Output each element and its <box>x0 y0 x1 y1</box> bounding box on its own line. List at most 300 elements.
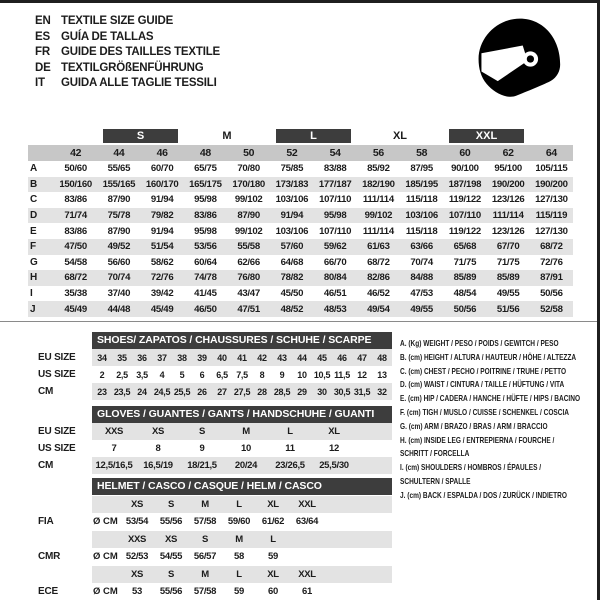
legend-line: E. (cm) HIP / CADERA / HANCHE / HÜFTE / HIPS / BACINO <box>400 393 581 404</box>
value-cell: 5 <box>179 369 185 380</box>
value-cell: S <box>198 426 206 437</box>
value-cell: 26 <box>197 386 207 397</box>
value-cell: 84/88 <box>410 272 433 284</box>
unit-cell: Ø CM <box>93 551 118 563</box>
unit-cell: Ø CM <box>93 516 118 528</box>
value-cell: 155/165 <box>102 178 136 190</box>
value-cell: 55/65 <box>107 163 131 175</box>
legend-line: G. (cm) ARM / BRAZO / BRAS / ARM / BRACCIO <box>400 420 548 431</box>
value-cell: 55/56 <box>159 516 183 528</box>
value-cell: 173/183 <box>275 178 309 190</box>
value-cell: 9 <box>199 443 205 454</box>
value-cell: 63/64 <box>295 516 319 528</box>
value-cell: 99/102 <box>234 194 263 206</box>
table-row <box>35 457 392 474</box>
language-code: IT <box>35 77 45 90</box>
measurement-row-j <box>28 301 573 317</box>
value-cell: 49/55 <box>496 288 520 300</box>
value-cell: 30 <box>317 386 327 397</box>
value-cell: 44/48 <box>107 303 131 315</box>
value-cell: 37/40 <box>107 288 131 300</box>
value-cell: 32 <box>377 386 387 397</box>
row-cells <box>92 366 392 383</box>
helmet-size-header-row <box>35 531 392 549</box>
value-cell: 70/74 <box>410 256 433 268</box>
value-cell: 150/160 <box>59 178 92 190</box>
value-cell: 50/56 <box>540 288 563 300</box>
row-label: US SIZE <box>38 443 76 454</box>
value-cell: 85/92 <box>367 163 390 175</box>
value-cell: 45/50 <box>280 288 304 300</box>
size-header-cell: 42 <box>70 147 82 159</box>
measurement-row-g <box>28 255 573 271</box>
language-row <box>35 76 220 92</box>
value-cell: 23/26,5 <box>275 460 305 471</box>
value-cell: 111/114 <box>492 210 524 222</box>
table-row <box>35 366 392 383</box>
row-cells <box>92 349 392 366</box>
value-cell: 63/66 <box>410 241 433 253</box>
value-cell: 103/106 <box>275 194 309 206</box>
row-cells <box>92 548 392 566</box>
value-cell: 38 <box>177 352 187 363</box>
value-cell: 64/68 <box>280 256 304 268</box>
helmet-size-table <box>35 478 392 600</box>
value-cell: 8 <box>155 443 161 454</box>
value-cell: 187/198 <box>448 178 482 190</box>
value-cell: 103/106 <box>405 210 438 222</box>
value-cell: 47 <box>357 352 367 363</box>
measurement-row-c <box>28 192 573 208</box>
size-header-cell: 50 <box>243 147 255 159</box>
size-header-cell: 58 <box>416 147 428 159</box>
value-cell: 55/58 <box>237 241 260 253</box>
value-cell: 59/62 <box>323 241 347 253</box>
row-letter: C <box>30 194 38 206</box>
value-cell: 53/56 <box>194 241 217 253</box>
value-cell: 41 <box>237 352 247 363</box>
table-header-row <box>35 478 392 496</box>
size-header-cell: 54 <box>329 147 341 159</box>
value-cell: 70/74 <box>107 272 131 284</box>
row-label: ECE <box>38 586 58 598</box>
helmet-table-title: HELMET / CASCO / CASQUE / HELM / CASCO <box>92 478 392 495</box>
value-cell: 46 <box>337 352 347 363</box>
value-cell: 87/90 <box>107 194 131 206</box>
value-cell: 60 <box>268 586 278 598</box>
value-cell: 65/68 <box>453 241 477 253</box>
shoes-table-title: SHOES/ ZAPATOS / CHAUSSURES / SCHUHE / SCARPE <box>92 332 392 349</box>
value-cell: 24,5 <box>153 386 171 397</box>
legend-line: A. (Kg) WEIGHT / PESO / POIDS / GEWITCH / PESO <box>400 338 559 348</box>
value-cell: XS <box>151 426 165 437</box>
measurement-row-i <box>28 286 573 302</box>
table-row <box>35 383 392 400</box>
value-cell: 47/51 <box>237 303 260 315</box>
language-code: FR <box>35 46 50 59</box>
language-code: DE <box>35 61 51 74</box>
helmet-size-header-row <box>35 566 392 584</box>
value-cell: 107/110 <box>319 225 352 237</box>
value-cell: 3,5 <box>136 369 148 380</box>
value-cell: 87/90 <box>237 210 260 222</box>
value-cell: 7 <box>111 443 117 454</box>
size-header-cell: S <box>201 533 209 545</box>
size-group-l: L <box>276 129 351 143</box>
measurement-row-h <box>28 270 573 286</box>
value-cell: 48/53 <box>323 303 347 315</box>
value-cell: 57/60 <box>280 241 304 253</box>
value-cell: 61/63 <box>367 241 390 253</box>
value-cell: 83/86 <box>64 225 87 237</box>
value-cell: 12 <box>329 443 339 454</box>
value-cell: M <box>242 426 250 437</box>
value-cell: 90/100 <box>451 163 479 175</box>
value-cell: 72/76 <box>540 256 563 268</box>
language-row <box>35 14 220 30</box>
value-cell: 115/118 <box>405 194 438 206</box>
value-cell: 23 <box>97 386 107 397</box>
row-letter: H <box>30 272 38 284</box>
value-cell: 58/62 <box>150 256 174 268</box>
row-label: US SIZE <box>38 369 76 380</box>
size-header-cell: M <box>201 498 209 510</box>
value-cell: 61 <box>302 586 312 598</box>
value-cell: 91/94 <box>150 194 174 206</box>
size-header-cell: 64 <box>545 147 557 159</box>
value-cell: 111/114 <box>362 194 394 206</box>
value-cell: 18/21,5 <box>187 460 217 471</box>
size-header-cell: XXL <box>298 498 316 510</box>
value-cell: 103/106 <box>275 225 309 237</box>
language-label: GUÍA DE TALLAS <box>61 30 154 43</box>
size-group-m: M <box>222 130 232 142</box>
value-cell: 52/58 <box>540 303 563 315</box>
value-cell: 27 <box>217 386 227 397</box>
value-cell: 59/60 <box>227 516 251 528</box>
value-cell: 170/180 <box>232 178 265 190</box>
row-label: EU SIZE <box>38 352 76 363</box>
row-letter: J <box>30 303 36 315</box>
value-cell: 6 <box>199 369 205 380</box>
value-cell: 58 <box>234 551 244 563</box>
value-cell: 72/76 <box>150 272 174 284</box>
value-cell: 190/200 <box>491 178 525 190</box>
value-cell: 75/85 <box>280 163 304 175</box>
value-cell: 56/57 <box>193 551 217 563</box>
value-cell: 95/98 <box>323 210 347 222</box>
value-cell: 43 <box>277 352 287 363</box>
value-cell: 55/56 <box>159 586 183 598</box>
value-cell: 49/54 <box>367 303 390 315</box>
value-cell: 107/110 <box>448 210 481 222</box>
size-header-cell: XL <box>267 498 279 510</box>
value-cell: 76/80 <box>237 272 260 284</box>
value-cell: 190/200 <box>535 178 568 190</box>
value-cell: L <box>287 426 293 437</box>
table-header-row <box>35 332 392 349</box>
measurement-row-d <box>28 208 573 224</box>
value-cell: 59 <box>234 586 244 598</box>
value-cell: 46/50 <box>194 303 217 315</box>
language-code: ES <box>35 30 50 43</box>
value-cell: 107/110 <box>319 194 352 206</box>
value-cell: 2,5 <box>116 369 128 380</box>
value-cell: 30,5 <box>333 386 351 397</box>
value-cell: 10 <box>297 369 307 380</box>
legend-line: B. (cm) HEIGHT / ALTURA / HAUTEUR / HÖHE / ALTEZZA <box>400 351 577 362</box>
unit-cell: Ø CM <box>93 586 118 598</box>
row-letter: G <box>30 256 38 268</box>
value-cell: 42 <box>257 352 267 363</box>
size-header-row <box>28 145 573 161</box>
gloves-table-title: GLOVES / GUANTES / GANTS / HANDSCHUHE / GUANTI <box>92 406 392 423</box>
helmet-size-header-row <box>35 496 392 514</box>
value-cell: 27,5 <box>233 386 251 397</box>
value-cell: 47/50 <box>64 241 87 253</box>
helmet-row-ece <box>35 583 392 600</box>
value-cell: 50/56 <box>453 303 477 315</box>
value-cell: 115/118 <box>405 225 438 237</box>
value-cell: 2 <box>99 369 105 380</box>
value-cell: 70/80 <box>237 163 260 175</box>
value-cell: 83/86 <box>194 210 217 222</box>
value-cell: 123/126 <box>491 225 525 237</box>
size-header-cell: 44 <box>113 147 125 159</box>
value-cell: 95/100 <box>494 163 522 175</box>
value-cell: 40 <box>217 352 227 363</box>
value-cell: 12,5/16,5 <box>95 460 133 471</box>
value-cell: 160/170 <box>145 178 179 190</box>
row-letter: B <box>30 178 38 190</box>
value-cell: 10 <box>241 443 251 454</box>
table-header-row <box>35 406 392 423</box>
helmet-row-fia <box>35 513 392 531</box>
legend-line: D. (cm) WAIST / CINTURA / TAILLE / HÜFTUNG / VITA <box>400 379 565 390</box>
legend-line: C. (cm) CHEST / PECHO / POITRINE / TRUHE / PETTO <box>400 365 567 376</box>
value-cell: XL <box>328 426 340 437</box>
value-cell: 45/49 <box>64 303 87 315</box>
value-cell: 53/54 <box>125 516 149 528</box>
value-cell: 7,5 <box>236 369 248 380</box>
value-cell: 71/74 <box>64 210 87 222</box>
size-group-xl: XL <box>392 130 408 142</box>
legend-line: SCHRITT / FORCELLA <box>400 448 470 459</box>
size-header-cell: L <box>270 533 276 545</box>
row-cells <box>92 531 392 549</box>
value-cell: 61/62 <box>261 516 285 528</box>
language-label: TEXTILE SIZE GUIDE <box>61 15 174 27</box>
value-cell: 87/95 <box>410 163 433 175</box>
size-header-cell: 62 <box>502 147 514 159</box>
value-cell: 54/58 <box>64 256 87 268</box>
value-cell: 51/54 <box>150 241 174 253</box>
language-label: TEXTILGRÖßENFÜHRUNG <box>61 61 204 74</box>
value-cell: 68/72 <box>64 272 87 284</box>
value-cell: 12 <box>357 369 367 380</box>
value-cell: 71/75 <box>453 256 477 268</box>
value-cell: 29 <box>297 386 307 397</box>
legend-line: I. (cm) SHOULDERS / HOMBROS / ÉPAULES / <box>400 462 542 473</box>
size-header-cell: XS <box>130 498 144 510</box>
row-cells <box>92 583 392 600</box>
value-cell: 68/72 <box>367 256 390 268</box>
value-cell: XXS <box>104 426 124 437</box>
value-cell: 53 <box>132 586 142 598</box>
value-cell: 39/42 <box>150 288 174 300</box>
value-cell: 34 <box>97 352 107 363</box>
value-cell: 25,5/30 <box>319 460 349 471</box>
value-cell: 41/45 <box>194 288 217 300</box>
measurement-row-a <box>28 161 573 177</box>
value-cell: 75/78 <box>107 210 131 222</box>
value-cell: 105/115 <box>535 163 568 175</box>
value-cell: 52/53 <box>125 551 149 563</box>
value-cell: 43/47 <box>237 288 260 300</box>
row-cells <box>92 513 392 531</box>
size-header-cell: 46 <box>156 147 168 159</box>
value-cell: 44 <box>297 352 307 363</box>
row-cells <box>92 566 392 584</box>
value-cell: 99/102 <box>234 225 263 237</box>
shoes-size-table <box>35 332 392 400</box>
size-header-cell: S <box>167 498 175 510</box>
size-header-cell: L <box>236 568 242 580</box>
language-row <box>35 30 220 46</box>
size-header-cell: L <box>236 498 242 510</box>
value-cell: 60/64 <box>194 256 217 268</box>
value-cell: 85/89 <box>453 272 477 284</box>
value-cell: 39 <box>197 352 207 363</box>
value-cell: 28 <box>257 386 267 397</box>
value-cell: 165/175 <box>189 178 222 190</box>
value-cell: 65/75 <box>194 163 217 175</box>
row-label: FIA <box>38 516 54 528</box>
size-group-xxl: XXL <box>449 129 524 143</box>
value-cell: 85/89 <box>496 272 520 284</box>
value-cell: 50/60 <box>64 163 87 175</box>
size-group-s: S <box>103 129 178 143</box>
language-label: GUIDE DES TAILLES TEXTILE <box>61 46 220 59</box>
value-cell: 49/55 <box>410 303 433 315</box>
row-label: CM <box>38 460 54 471</box>
size-header-cell: 56 <box>372 147 384 159</box>
size-header-cell: M <box>201 568 209 580</box>
size-header-cell: XL <box>267 568 279 580</box>
value-cell: 119/122 <box>448 194 481 206</box>
value-cell: 67/70 <box>496 241 520 253</box>
value-cell: 6,5 <box>216 369 228 380</box>
value-cell: 25,5 <box>173 386 191 397</box>
row-cells <box>92 496 392 514</box>
row-letter: F <box>30 241 37 253</box>
value-cell: 10,5 <box>313 369 331 380</box>
value-cell: 13 <box>377 369 387 380</box>
value-cell: 127/130 <box>535 225 568 237</box>
value-cell: 87/90 <box>107 225 131 237</box>
value-cell: 119/122 <box>448 225 481 237</box>
row-label: EU SIZE <box>38 426 76 437</box>
table-row <box>35 440 392 457</box>
value-cell: 91/94 <box>150 225 174 237</box>
value-cell: 48 <box>377 352 387 363</box>
value-cell: 83/88 <box>323 163 347 175</box>
value-cell: 46/51 <box>323 288 347 300</box>
value-cell: 16,5/19 <box>143 460 173 471</box>
size-header-cell: XXL <box>298 568 316 580</box>
value-cell: 87/91 <box>540 272 563 284</box>
main-size-table <box>28 129 573 317</box>
value-cell: 95/98 <box>194 225 217 237</box>
gloves-size-table <box>35 406 392 474</box>
legend-line: J. (cm) BACK / ESPALDA / DOS / ZURÜCK / INDIETRO <box>400 489 567 500</box>
size-header-cell: M <box>235 533 243 545</box>
value-cell: 9 <box>279 369 285 380</box>
value-cell: 111/114 <box>362 225 394 237</box>
row-letter: D <box>30 210 38 222</box>
value-cell: 127/130 <box>535 194 568 206</box>
row-cells <box>92 457 392 474</box>
value-cell: 36 <box>137 352 147 363</box>
size-header-cell: XS <box>164 533 178 545</box>
value-cell: 99/102 <box>364 210 393 222</box>
value-cell: 57/58 <box>193 586 217 598</box>
value-cell: 31,5 <box>353 386 371 397</box>
value-cell: 46/52 <box>367 288 390 300</box>
language-row <box>35 61 220 77</box>
value-cell: 28,5 <box>273 386 291 397</box>
size-header-cell: 52 <box>286 147 298 159</box>
row-label: CM <box>38 386 54 397</box>
corner-spacer <box>34 129 91 143</box>
row-cells <box>92 383 392 400</box>
value-cell: 8 <box>259 369 265 380</box>
size-header-cell: 60 <box>459 147 471 159</box>
value-cell: 45/49 <box>150 303 174 315</box>
value-cell: 49/52 <box>107 241 131 253</box>
value-cell: 48/52 <box>280 303 304 315</box>
value-cell: 4 <box>159 369 165 380</box>
row-cells <box>92 440 392 457</box>
value-cell: 11 <box>285 443 295 454</box>
value-cell: 79/82 <box>150 210 174 222</box>
row-letter: E <box>30 225 37 237</box>
value-cell: 182/190 <box>362 178 395 190</box>
language-code: EN <box>35 15 51 27</box>
language-label: GUIDA ALLE TAGLIE TESSILI <box>61 77 217 90</box>
value-cell: 23,5 <box>113 386 131 397</box>
value-cell: 54/55 <box>159 551 183 563</box>
row-label: CMR <box>38 551 61 563</box>
value-cell: 37 <box>157 352 167 363</box>
value-cell: 35 <box>117 352 127 363</box>
value-cell: 47/53 <box>410 288 433 300</box>
value-cell: 115/119 <box>535 210 568 222</box>
value-cell: 177/187 <box>318 178 352 190</box>
size-header-cell: XS <box>130 568 144 580</box>
legend-line: H. (cm) INSIDE LEG / ENTREPIERNA / FOURCHE / <box>400 434 555 445</box>
corner-spacer <box>536 129 567 143</box>
value-cell: 45 <box>317 352 327 363</box>
racing-helmet-icon <box>468 11 564 107</box>
helmet-row-cmr <box>35 548 392 566</box>
value-cell: 91/94 <box>280 210 304 222</box>
measurement-row-b <box>28 177 573 193</box>
legend-line: SCHULTERN / SPALLE <box>400 475 471 486</box>
measurement-row-e <box>28 223 573 239</box>
value-cell: 82/86 <box>367 272 390 284</box>
language-row <box>35 45 220 61</box>
